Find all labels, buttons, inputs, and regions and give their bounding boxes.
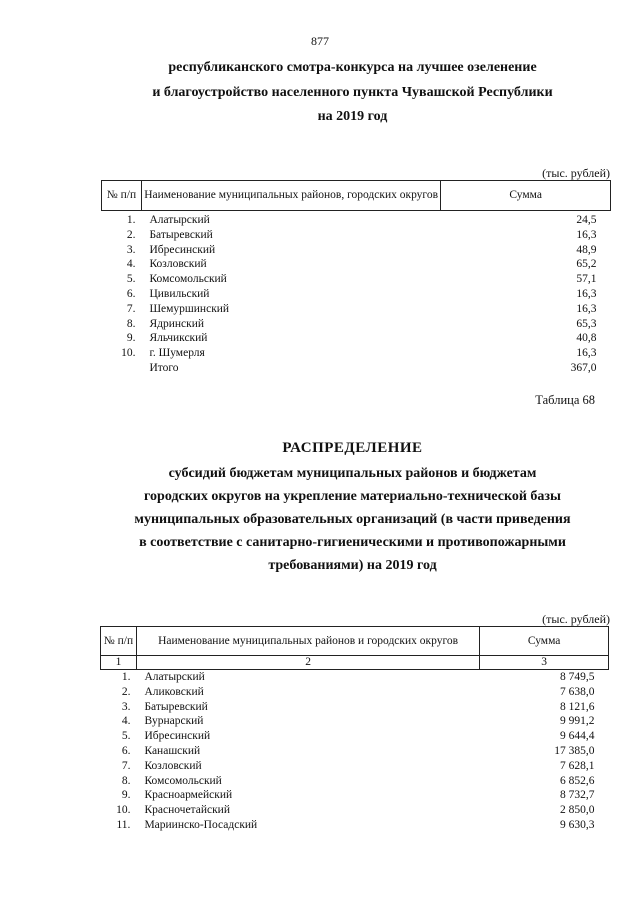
row-sum: 65,2 [576,258,597,271]
row-name: Комсомольский [149,273,227,286]
row-num: 6. [121,744,131,757]
heading1-line: на 2019 год [317,109,388,124]
row-sum: 9 630,3 [560,818,595,831]
column-index: 2 [136,656,479,670]
table-row [102,228,611,243]
table-row [101,714,609,729]
table2-header-num: № п/п [101,627,137,656]
row-num: 5. [126,273,136,286]
row-sum: 7 638,0 [560,685,595,698]
table-row [102,257,611,272]
heading2-line: городских округов на укрепление материально-технической базы [144,489,561,504]
row-sum: 9 644,4 [560,730,595,743]
table2 [100,626,609,833]
row-sum: 16,3 [576,302,597,315]
table-row [102,243,611,258]
column-index-row [101,656,609,670]
table1-units: (тыс. рублей) [542,166,610,180]
table1-header-sum: Сумма [441,181,611,211]
row-name: Цивильский [149,287,210,300]
row-num: 10. [116,804,131,817]
table-row [101,788,609,803]
table-row [101,759,609,774]
row-sum: 2 850,0 [560,804,595,817]
row-name: Красночетайский [144,804,230,817]
heading1-line: и благоустройство населенного пункта Чувашской Республики [152,85,553,100]
table-row [102,287,611,302]
column-index: 3 [480,656,609,670]
row-sum: 6 852,6 [560,774,595,787]
table-row-total [102,361,611,376]
row-num: 2. [126,228,136,241]
row-name: г. Шумерля [149,347,205,360]
distribution-title: РАСПРЕДЕЛЕНИЕ [282,440,423,456]
heading2-line: муниципальных образовательных организаций (в части приведения [134,512,571,527]
table-row [102,331,611,346]
table-label: Таблица 68 [535,393,595,407]
table-row [101,729,609,744]
row-sum: 57,1 [576,273,597,286]
row-num: 7. [126,302,136,315]
table-row [101,685,609,700]
row-name: Козловский [149,258,207,271]
row-num: 1. [126,214,136,226]
row-num: 9. [126,332,136,345]
table1-header-name: Наименование муниципальных районов, городских округов [141,181,440,211]
row-num: 9. [121,789,131,802]
row-name: Алатырский [144,671,205,683]
row-name: Мариинско-Посадский [144,818,258,831]
table-row [101,818,609,833]
row-num: 4. [121,715,131,728]
column-index: 1 [101,656,137,670]
row-name: Ибресинский [149,243,216,256]
row-name: Комсомольский [144,774,222,787]
row-sum: 8 121,6 [560,700,595,713]
row-name: Вурнарский [144,715,204,728]
row-sum: 17 385,0 [554,744,595,757]
row-name: Яльчикский [149,332,208,345]
row-num: 2. [121,685,131,698]
row-num: 8. [126,317,136,330]
row-sum: 16,3 [576,287,597,300]
table2-header-name: Наименование муниципальных районов и городских округов [136,627,479,656]
row-num: 3. [126,243,136,256]
row-name: Красноармейский [144,789,233,802]
row-num: 4. [126,258,136,271]
row-sum: 8 732,7 [560,789,595,802]
row-num: 11. [116,818,131,831]
row-num: 7. [121,759,131,772]
row-num: 3. [121,700,131,713]
total-label: Итого [149,361,179,374]
row-name: Ибресинский [144,730,211,743]
row-name: Батыревский [144,700,208,713]
row-name: Батыревский [149,228,213,241]
row-name: Козловский [144,759,202,772]
row-num: 5. [121,730,131,743]
row-sum: 7 628,1 [560,759,595,772]
table1 [101,180,611,376]
table-row [102,302,611,317]
row-name: Аликовский [144,685,204,698]
table-row [102,317,611,332]
row-num: 10. [121,347,136,360]
table-row [102,346,611,361]
row-sum: 16,3 [576,347,597,360]
row-sum: 24,5 [576,214,597,226]
row-sum: 65,3 [576,317,597,330]
table-row [101,670,609,685]
row-num: 1. [121,671,131,683]
table2-units: (тыс. рублей) [542,612,610,626]
heading1-line: республиканского смотра-конкурса на лучшее озеленение [168,60,537,75]
table-row [101,744,609,759]
table-row [102,211,611,228]
row-name: Ядринский [149,317,205,330]
row-num: 8. [121,774,131,787]
row-name: Шемуршинский [149,302,230,315]
heading2-line: требованиями) на 2019 год [268,558,437,573]
total-sum: 367,0 [570,361,597,374]
heading2-line: в соответствие с санитарно-гигиеническими и противопожарными [139,535,566,550]
row-num: 6. [126,287,136,300]
table-row [101,803,609,818]
heading2-line: субсидий бюджетам муниципальных районов и бюджетам [168,466,537,481]
table-row [101,774,609,789]
table1-header-num: № п/п [102,181,142,211]
row-sum: 40,8 [576,332,597,345]
row-sum: 9 991,2 [560,715,595,728]
table-row [101,700,609,715]
page-number: 877 [311,34,329,48]
row-sum: 48,9 [576,243,597,256]
row-sum: 8 749,5 [560,671,595,683]
row-name: Алатырский [149,214,210,226]
table-row [102,272,611,287]
row-name: Канашский [144,744,201,757]
row-sum: 16,3 [576,228,597,241]
table2-header-sum: Сумма [480,627,609,656]
